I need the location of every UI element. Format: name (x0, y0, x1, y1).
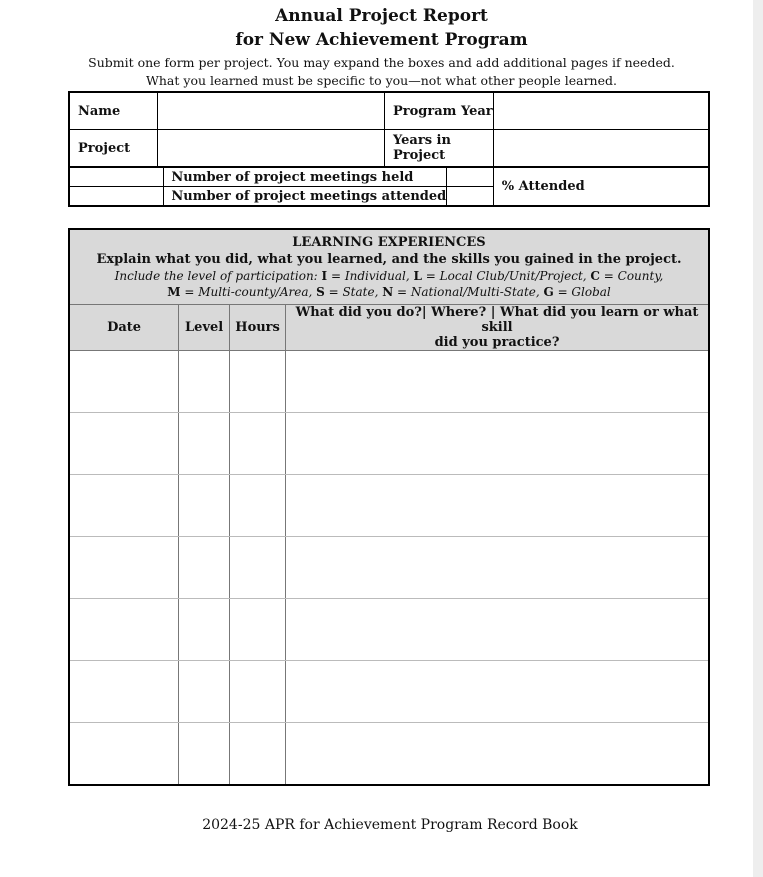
level-cell[interactable] (179, 723, 230, 786)
date-cell[interactable] (69, 661, 179, 723)
hours-cell[interactable] (230, 537, 286, 599)
level-cell[interactable] (179, 599, 230, 661)
meetings-held-label: Number of project meetings held (164, 167, 447, 187)
learning-subheading: Explain what you did, what you learned, and the skills you gained in the project. (96, 252, 682, 267)
level-code-i: I (321, 269, 328, 283)
description-cell[interactable] (286, 661, 709, 723)
level-desc-n: = National/Multi-State, (393, 285, 544, 299)
meetings-attended-label: Number of project meetings attended (164, 187, 447, 207)
table-row (69, 351, 709, 413)
page-footer: 2024-25 APR for Achievement Program Record Book (202, 817, 578, 833)
program-year-label: Program Year (385, 92, 494, 130)
date-column-header: Date (69, 305, 179, 351)
table-row (69, 475, 709, 537)
hours-cell[interactable] (230, 475, 286, 537)
hours-cell[interactable] (230, 661, 286, 723)
name-label: Name (69, 92, 158, 130)
level-code-c: C (590, 269, 600, 283)
level-desc-m: = Multi-county/Area, (180, 285, 317, 299)
years-in-label-line2: Project (393, 148, 446, 163)
level-cell[interactable] (179, 537, 230, 599)
hours-cell[interactable] (230, 599, 286, 661)
page-edge (753, 0, 763, 877)
meetings-held-spacer (447, 167, 494, 187)
level-cell[interactable] (179, 661, 230, 723)
level-desc-c: = County, (599, 269, 664, 283)
what-header-line2: did you practice? (434, 335, 560, 350)
level-column-header: Level (179, 305, 230, 351)
date-cell[interactable] (69, 351, 179, 413)
learning-experiences-table (68, 228, 710, 786)
table-row (69, 599, 709, 661)
hours-cell[interactable] (230, 351, 286, 413)
program-year-field[interactable] (493, 92, 709, 130)
table-row (69, 723, 709, 786)
level-code-m: M (167, 285, 181, 299)
description-cell[interactable] (286, 537, 709, 599)
years-in-label-line1: Years in (393, 133, 451, 148)
level-desc-s: = State, (324, 285, 383, 299)
table-row (69, 537, 709, 599)
learning-heading: LEARNING EXPERIENCES (292, 235, 486, 250)
date-cell[interactable] (69, 413, 179, 475)
instruction-text: Submit one form per project. You may expand the boxes and add additional pages if needed. (88, 55, 675, 70)
attended-percent-label: % Attended (493, 167, 709, 206)
page-title: Annual Project Report (275, 6, 488, 26)
level-cell[interactable] (179, 475, 230, 537)
levels-intro: Include the level of participation: (114, 269, 318, 283)
years-in-project-field[interactable] (493, 130, 709, 168)
project-field[interactable] (158, 130, 385, 168)
levels-line-1 (70, 269, 708, 283)
table-row (69, 413, 709, 475)
description-cell[interactable] (286, 351, 709, 413)
date-cell[interactable] (69, 475, 179, 537)
date-cell[interactable] (69, 537, 179, 599)
description-cell[interactable] (286, 475, 709, 537)
level-desc-i: = Individual, (327, 269, 414, 283)
level-code-n: N (382, 285, 394, 299)
description-cell[interactable] (286, 413, 709, 475)
level-cell[interactable] (179, 351, 230, 413)
level-cell[interactable] (179, 413, 230, 475)
page-subtitle: for New Achievement Program (235, 30, 528, 50)
hours-cell[interactable] (230, 723, 286, 786)
date-cell[interactable] (69, 599, 179, 661)
levels-line-2 (70, 285, 708, 299)
level-code-l: L (413, 269, 422, 283)
hours-column-header: Hours (230, 305, 286, 351)
level-code-s: S (316, 285, 325, 299)
what-header-line1: What did you do?| Where? | What did you learn or what skill (295, 305, 699, 335)
date-cell[interactable] (69, 723, 179, 786)
meetings-attended-field[interactable] (69, 187, 164, 207)
table-row (69, 661, 709, 723)
hours-cell[interactable] (230, 413, 286, 475)
level-desc-l: = Local Club/Unit/Project, (421, 269, 591, 283)
meetings-held-field[interactable] (69, 167, 164, 187)
learning-header (69, 229, 709, 305)
description-cell[interactable] (286, 599, 709, 661)
project-label: Project (69, 130, 158, 168)
years-in-project-label (385, 130, 494, 168)
name-field[interactable] (158, 92, 385, 130)
project-info-table (68, 91, 710, 207)
instruction-text-2: What you learned must be specific to you—not what other people learned. (146, 73, 617, 88)
meetings-attended-spacer (447, 187, 494, 207)
level-desc-g: = Global (553, 285, 611, 299)
what-column-header (286, 305, 709, 351)
level-code-g: G (543, 285, 554, 299)
description-cell[interactable] (286, 723, 709, 786)
